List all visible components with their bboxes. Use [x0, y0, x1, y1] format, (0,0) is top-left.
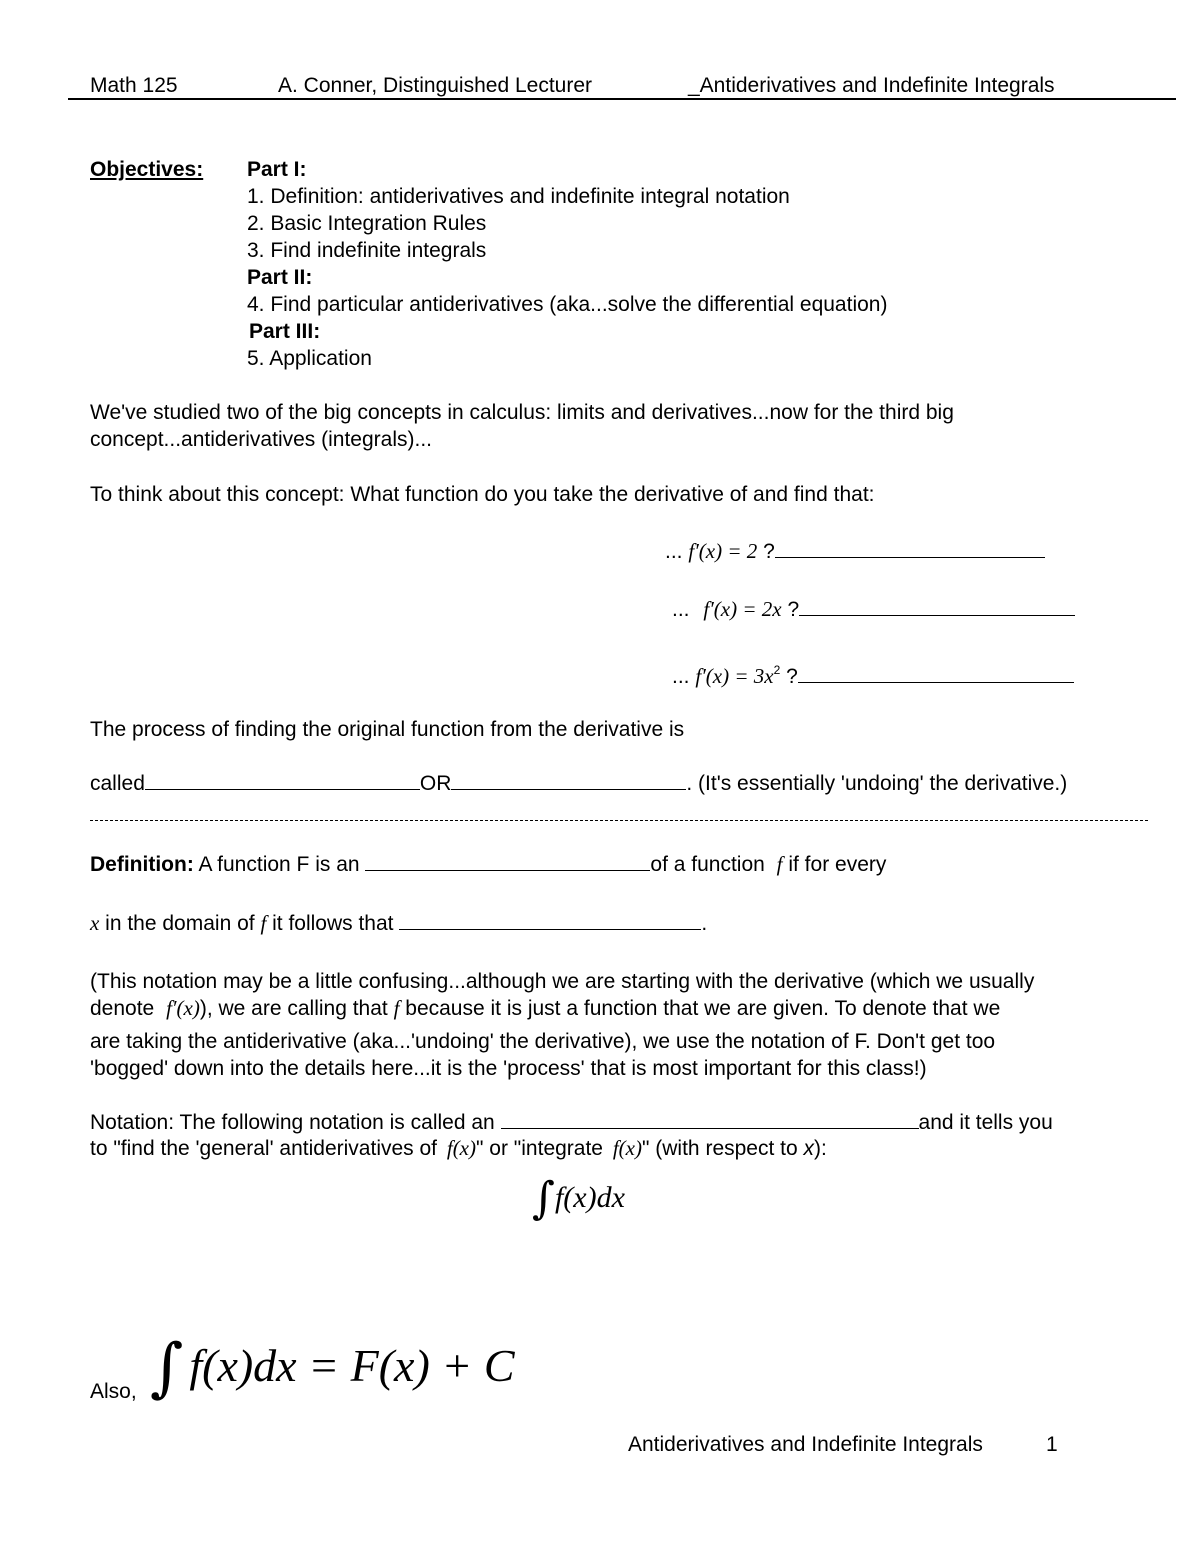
note-line-3: are taking the antiderivative (aka...'undoing' the derivative), we use the notation of F. Don't get too — [90, 1030, 996, 1053]
process-or: OR — [419, 772, 452, 795]
process-tail: . (It's essentially 'undoing' the derivative.) — [686, 772, 1068, 795]
prompt-2-expression: f′(x) = 2x — [703, 597, 782, 621]
notation-text-d: " or "integrate — [476, 1137, 609, 1160]
note-text-b: ), we are calling that — [199, 997, 394, 1020]
note-denote: denote — [90, 997, 161, 1020]
definition-x: x — [90, 911, 100, 935]
definition-line-1 — [90, 850, 886, 878]
notation-line-1 — [90, 1108, 1053, 1136]
definition-f: f — [776, 852, 783, 876]
also-formula — [150, 1326, 515, 1406]
notation-line-2 — [90, 1135, 827, 1162]
definition-f-2: f — [260, 911, 267, 935]
prompt-2-question: ? — [787, 598, 800, 621]
prompt-1-question: ? — [763, 540, 775, 563]
note-text-c: because it is just a function that we are given. To denote that we — [399, 997, 1001, 1020]
header-course: Math 125 — [90, 74, 178, 97]
notation-x: x — [803, 1137, 814, 1160]
definition-text-c: if for every — [782, 853, 887, 876]
prompt-1-prefix: ... — [665, 540, 683, 563]
notation-text-a: Notation: The following notation is called an — [90, 1111, 501, 1134]
intro-line-1: We've studied two of the big concepts in calculus: limits and derivatives...now for the third big — [90, 401, 954, 424]
header-instructor: A. Conner, Distinguished Lecturer — [278, 74, 593, 97]
also-expression: f(x)dx = F(x) + C — [189, 1340, 515, 1391]
definition-text-a: A function F is an — [193, 853, 366, 876]
definition-blank-1[interactable] — [365, 850, 650, 871]
notation-fx-2: f(x) — [612, 1136, 642, 1160]
notation-text-b: and it tells you — [918, 1111, 1053, 1134]
note-expression: f′(x) — [166, 996, 200, 1020]
note-line-1: (This notation may be a little confusing...although we are starting with the derivative (which we usually — [90, 970, 1035, 993]
intro-question: To think about this concept: What function do you take the derivative of and find that: — [90, 483, 875, 506]
process-line-1: The process of finding the original function from the derivative is — [90, 718, 685, 741]
prompt-3-answer-blank[interactable] — [798, 662, 1074, 683]
notation-integral — [532, 1170, 625, 1226]
header-topic: _Antiderivatives and Indefinite Integrals — [688, 74, 1055, 97]
prompt-2-prefix: ... — [672, 598, 690, 621]
definition-end: . — [701, 912, 708, 935]
prompt-3-expression: f′(x) = 3x — [695, 664, 774, 688]
header-rule — [68, 98, 1176, 100]
definition-label: Definition: — [90, 853, 194, 876]
objective-item-5: 5. Application — [247, 347, 372, 370]
integral-sign: ∫ — [532, 1173, 555, 1224]
prompt-3 — [672, 657, 1074, 690]
process-blank-1[interactable] — [145, 769, 420, 790]
prompt-1-answer-blank[interactable] — [775, 537, 1045, 558]
note-line-4: 'bogged' down into the details here...it is the 'process' that is most important for this class!) — [90, 1057, 927, 1080]
objectives-label: Objectives: — [90, 158, 204, 181]
prompt-2 — [672, 595, 1075, 623]
note-f: f — [393, 996, 400, 1020]
notation-text-c: to "find the 'general' antiderivatives of — [90, 1137, 443, 1160]
notation-blank[interactable] — [501, 1108, 919, 1129]
definition-blank-2[interactable] — [399, 909, 701, 930]
page-header — [68, 72, 1176, 100]
prompt-1 — [665, 537, 1045, 565]
also-label: Also, — [90, 1380, 137, 1403]
note-line-2 — [90, 995, 1000, 1022]
prompt-3-prefix: ... — [672, 665, 690, 688]
objective-item-2: 2. Basic Integration Rules — [247, 212, 487, 235]
objective-item-4: 4. Find particular antiderivatives (aka...solve the differential equation) — [247, 293, 888, 316]
objective-item-1: 1. Definition: antiderivatives and indefinite integral notation — [247, 185, 790, 208]
objectives-part-3: Part III: — [249, 320, 321, 343]
intro-line-2: concept...antiderivatives (integrals)... — [90, 428, 432, 451]
prompt-3-question: ? — [786, 665, 798, 688]
prompt-2-answer-blank[interactable] — [799, 595, 1075, 616]
objectives-part-1: Part I: — [247, 158, 307, 181]
footer-page-number: 1 — [1046, 1433, 1058, 1456]
notation-text-f: ): — [814, 1137, 827, 1160]
notation-fx-1: f(x) — [446, 1136, 477, 1160]
notation-text-e: " (with respect to — [641, 1137, 804, 1160]
prompt-1-expression: f′(x) = 2 — [688, 539, 758, 563]
process-called: called — [90, 772, 145, 795]
definition-text-d: in the domain of — [99, 912, 261, 935]
definition-text-b: of a function — [650, 853, 771, 876]
also-integral-sign: ∫ — [150, 1331, 184, 1405]
prompt-3-exponent: 2 — [773, 663, 781, 677]
process-line-2 — [90, 769, 1067, 797]
objectives-part-2: Part II: — [247, 266, 313, 289]
objective-item-3: 3. Find indefinite integrals — [247, 239, 487, 262]
definition-line-2 — [90, 909, 707, 937]
process-blank-2[interactable] — [451, 769, 686, 790]
section-divider — [90, 820, 1148, 821]
footer-title: Antiderivatives and Indefinite Integrals — [628, 1433, 983, 1456]
definition-text-e: it follows that — [266, 912, 400, 935]
integral-expression: f(x)dx — [554, 1181, 625, 1214]
